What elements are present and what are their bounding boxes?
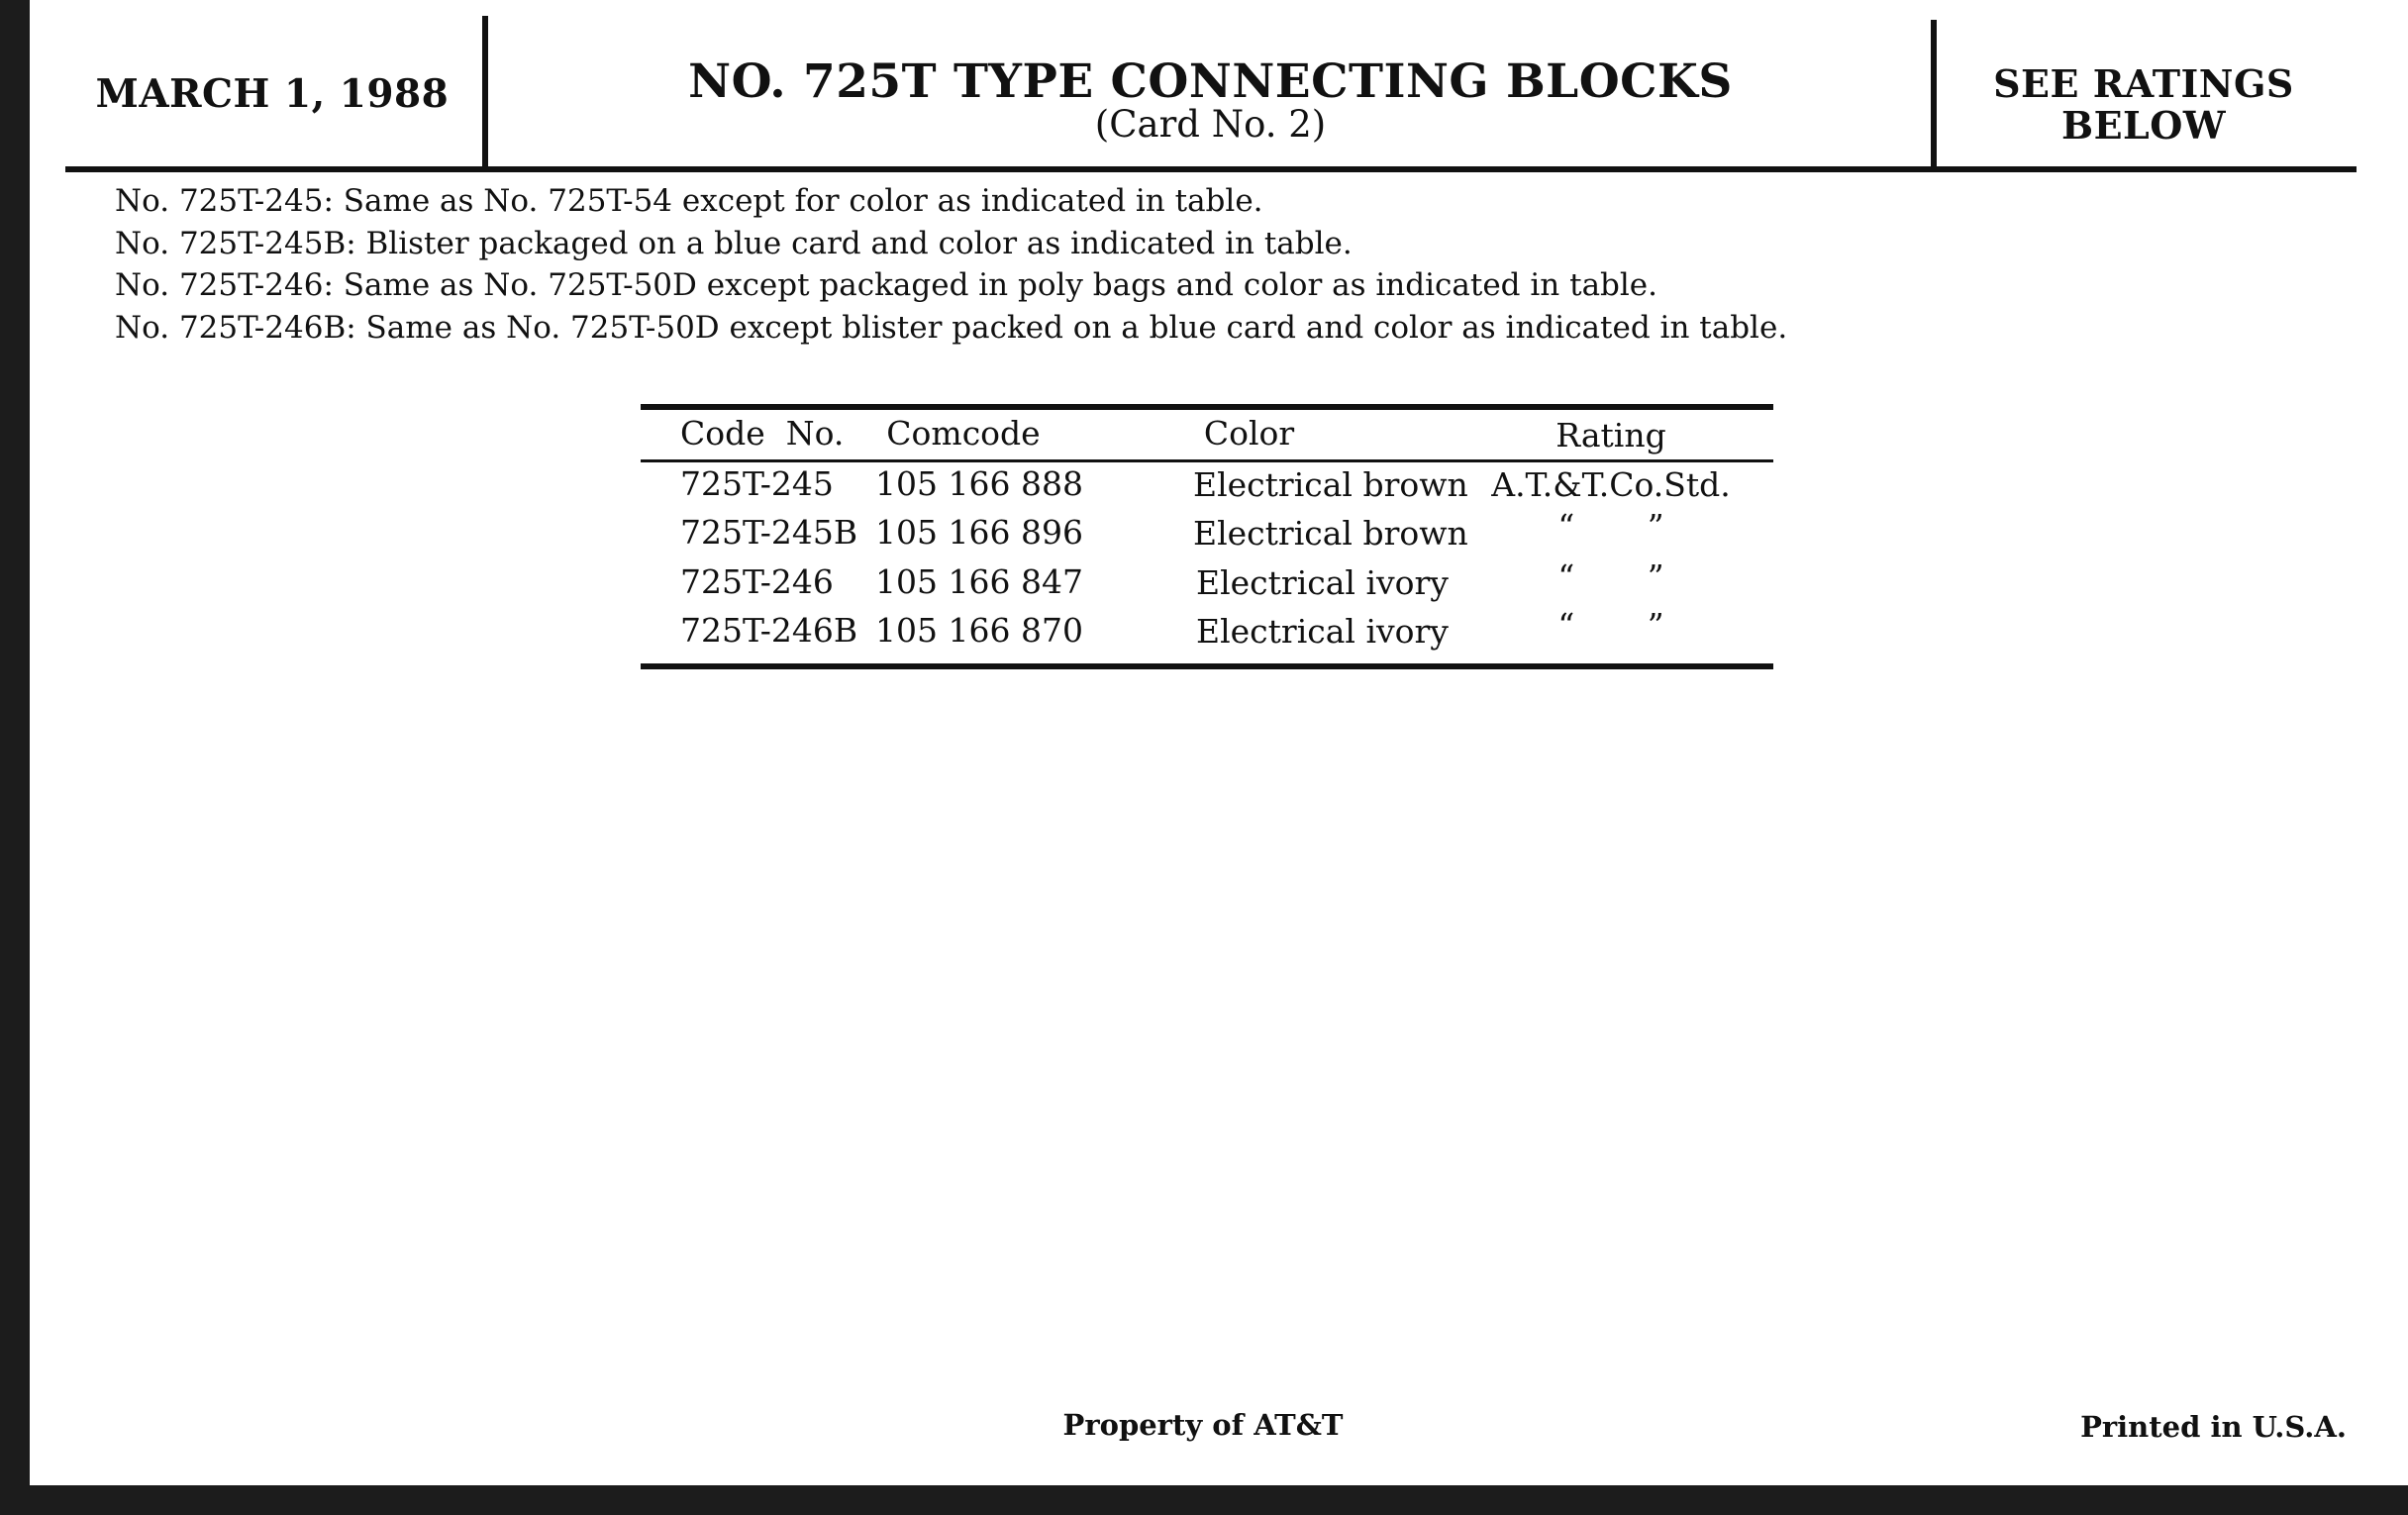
ratings-note-line-1: SEE RATINGS xyxy=(1993,61,2294,106)
description-line: No. 725T-246B: Same as No. 725T-50D except blister packed on a blue card and color as indicated in table. xyxy=(115,309,1788,346)
row-comcode: 105 166 888 xyxy=(875,464,1083,503)
table-header-code: Code No. xyxy=(680,414,845,453)
row-code: 725T-246 xyxy=(680,562,834,601)
description-line: No. 725T-245: Same as No. 725T-54 except for color as indicated in table. xyxy=(115,183,1263,219)
row-rating: “ ” xyxy=(1557,557,1664,596)
ratings-note xyxy=(1941,63,2347,147)
row-rating: “ ” xyxy=(1557,507,1664,546)
product-descriptions xyxy=(115,180,2095,349)
card-title: NO. 725T TYPE CONNECTING BLOCKS xyxy=(688,54,1733,109)
scan-edge-bottom xyxy=(0,1485,2408,1515)
description-line: No. 725T-246: Same as No. 725T-50D except packaged in poly bags and color as indicated in table. xyxy=(115,267,1658,303)
ratings-note-line-2: BELOW xyxy=(2060,103,2227,148)
card-date: MARCH 1, 1988 xyxy=(95,71,450,117)
row-code: 725T-245B xyxy=(680,513,858,552)
table-header-rule xyxy=(641,459,1773,462)
row-color: Electrical brown xyxy=(1193,465,1468,504)
card-subtitle: (Card No. 2) xyxy=(1094,103,1327,146)
table-bottom-rule xyxy=(641,663,1773,669)
row-rating: “ ” xyxy=(1557,606,1664,645)
table-header-comcode: Comcode xyxy=(886,414,1041,453)
row-color: Electrical ivory xyxy=(1196,563,1449,602)
row-comcode: 105 166 847 xyxy=(875,562,1083,601)
row-code: 725T-245 xyxy=(680,464,834,503)
catalog-card xyxy=(30,0,2408,1485)
header-rule xyxy=(65,166,2357,172)
table-header-color: Color xyxy=(1203,414,1295,453)
table-header-rating: Rating xyxy=(1555,416,1666,454)
row-comcode: 105 166 896 xyxy=(875,513,1083,552)
header-divider-right xyxy=(1931,20,1937,168)
row-code: 725T-246B xyxy=(680,611,858,650)
scan-edge-left xyxy=(0,0,30,1515)
row-rating: A.T.&T.Co.Std. xyxy=(1491,465,1731,504)
header-divider-left xyxy=(482,16,488,166)
description-line: No. 725T-245B: Blister packaged on a blue card and color as indicated in table. xyxy=(115,225,1353,261)
row-comcode: 105 166 870 xyxy=(875,611,1083,650)
footer-printed: Printed in U.S.A. xyxy=(2080,1410,2347,1444)
table-top-rule xyxy=(641,404,1773,410)
row-color: Electrical brown xyxy=(1193,514,1468,553)
row-color: Electrical ivory xyxy=(1196,612,1449,651)
footer-property: Property of AT&T xyxy=(1062,1408,1344,1442)
